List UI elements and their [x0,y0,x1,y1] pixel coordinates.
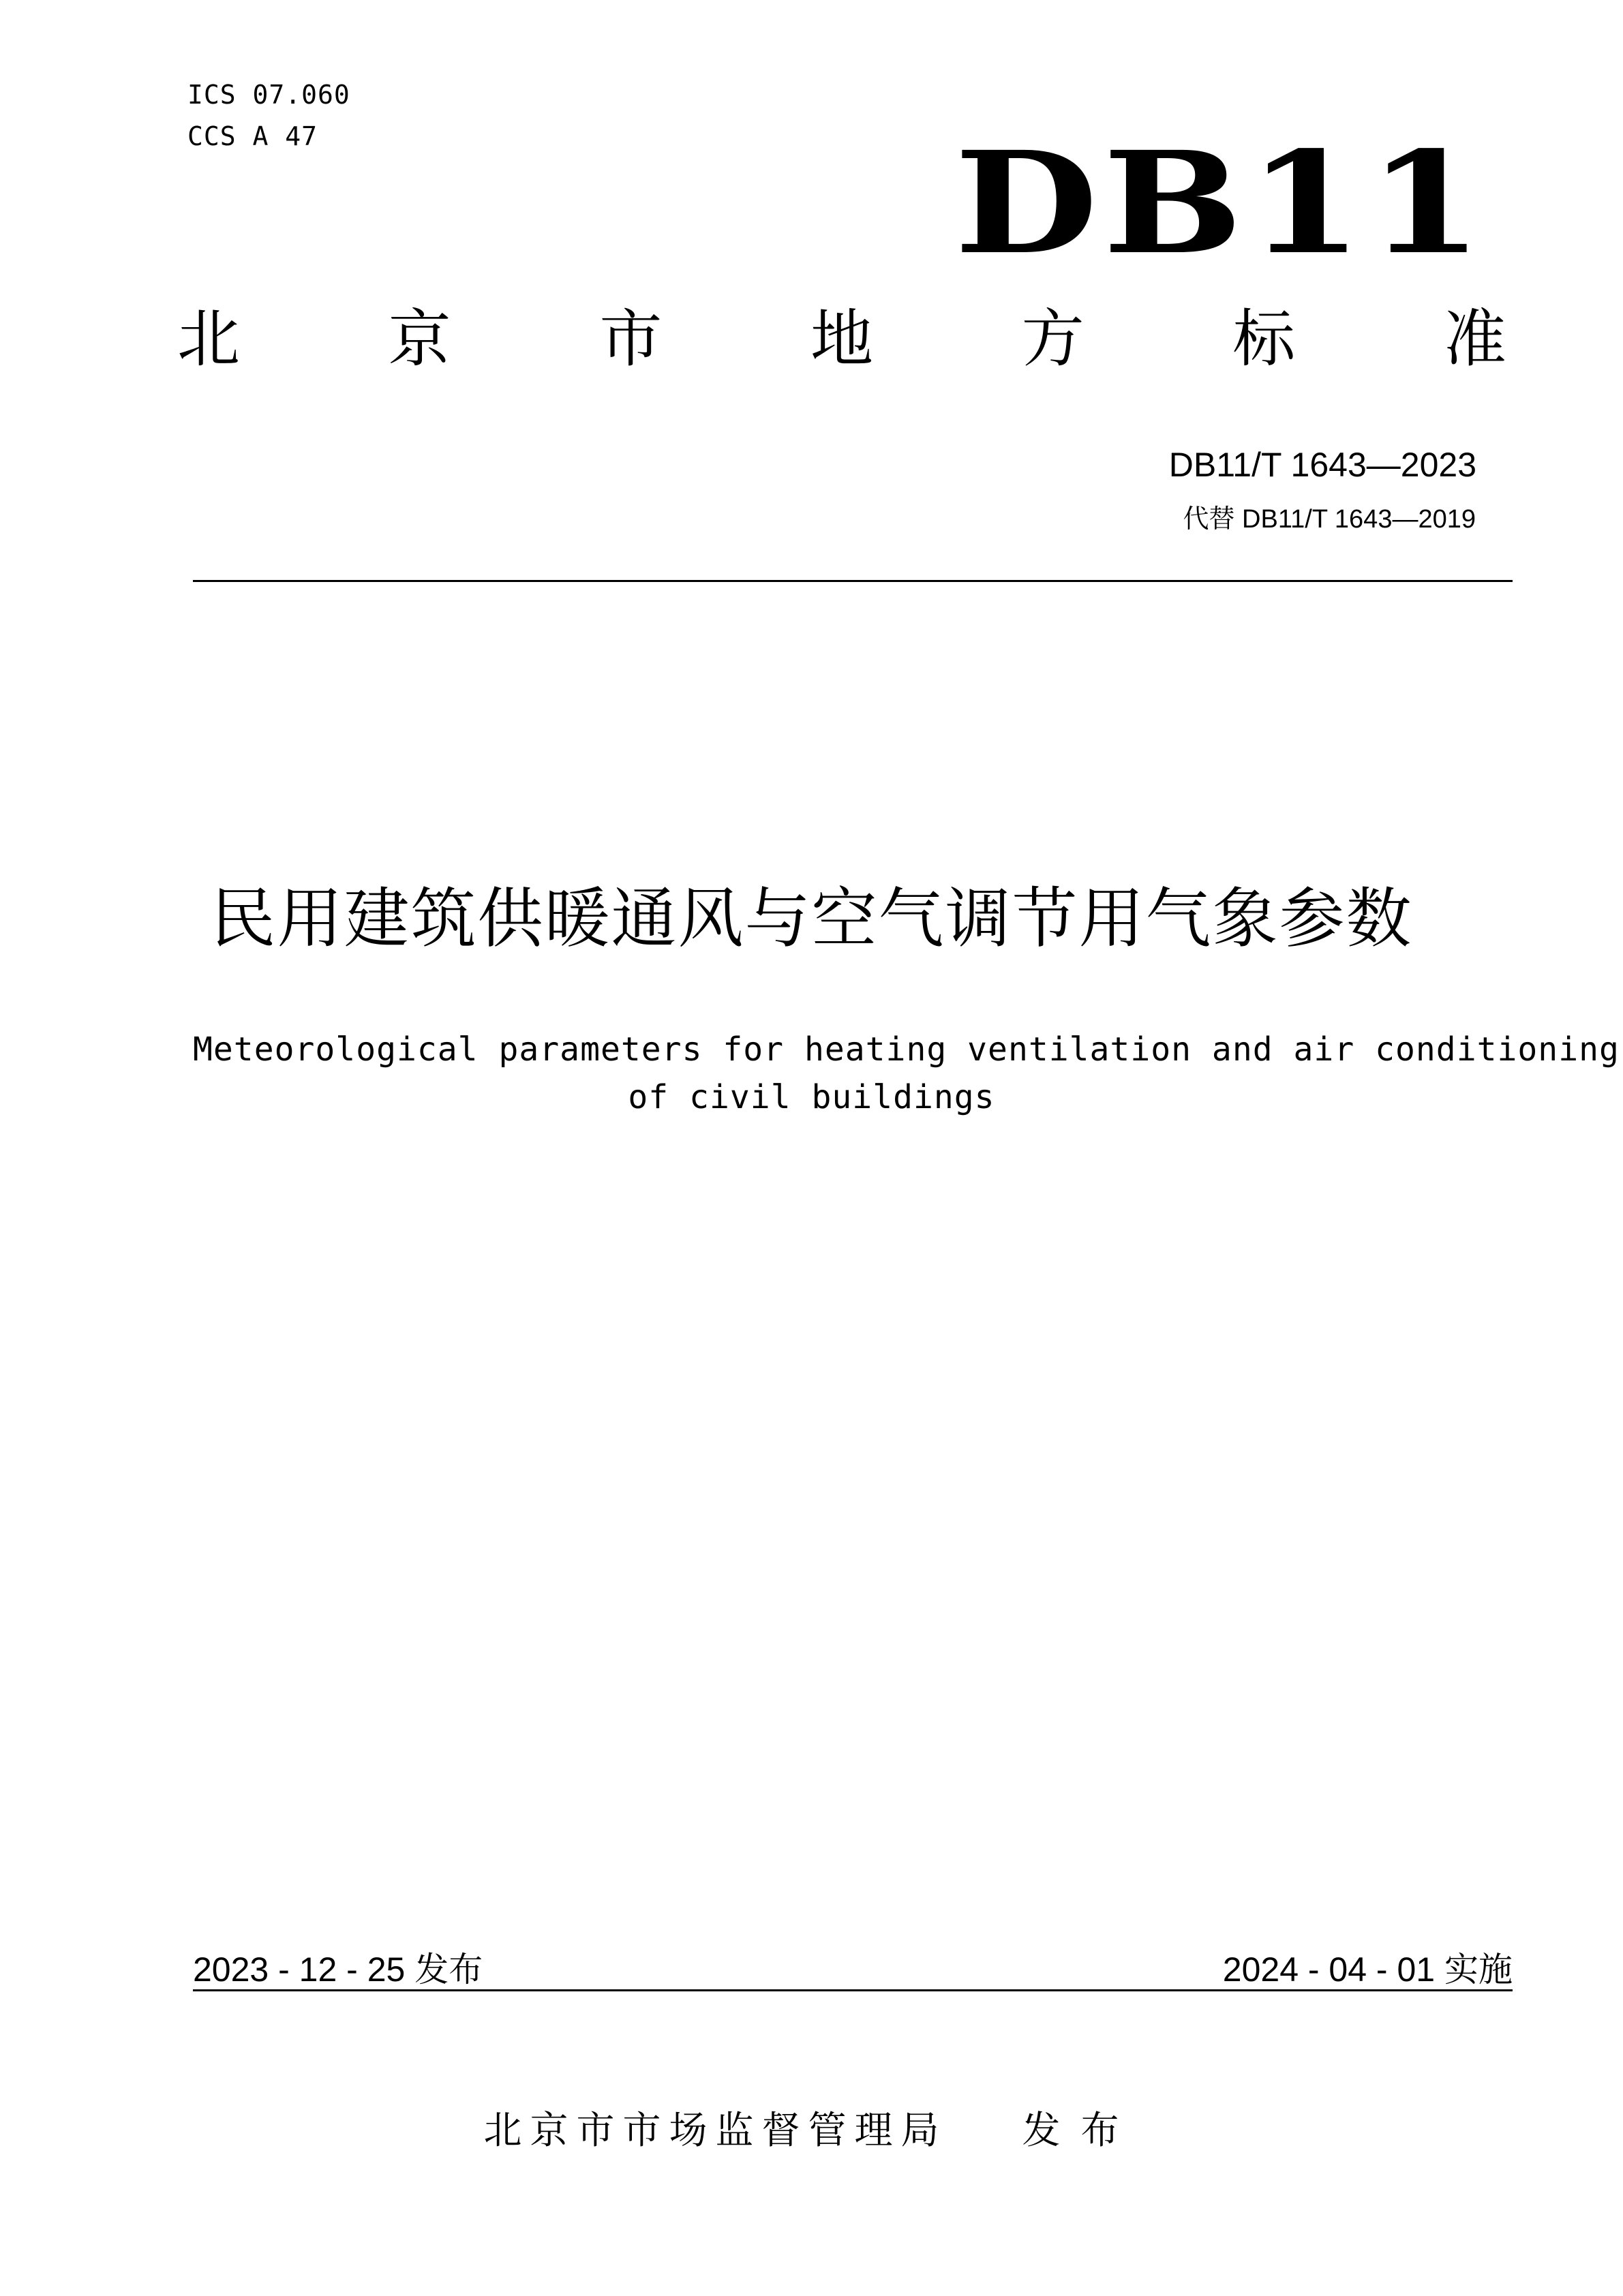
top-divider [193,580,1513,582]
bottom-divider [193,1989,1513,1991]
standard-type-char: 标 [1232,303,1296,376]
standard-number: DB11/T 1643—2023 [1168,446,1476,484]
replaced-standard: 代替 DB11/T 1643—2019 [1183,505,1476,534]
standard-type-char: 市 [599,303,663,376]
publisher-name: 北京市市场监督管理局 [483,2109,947,2153]
english-title-line-2: of civil buildings [628,1078,995,1116]
chinese-title: 民用建筑供暖通风与空气调节用气象参数 [210,881,1413,957]
ics-code: ICS 07.060 [187,80,350,110]
standard-type-char: 京 [388,303,451,376]
issue-date: 2023 - 12 - 25 发布 [193,1950,483,1989]
implementation-date: 2024 - 04 - 01 实施 [1222,1950,1513,1989]
english-title-line-1: Meteorological parameters for heating ventilation and air conditioning [193,1030,1620,1069]
standard-type-char: 北 [177,303,241,376]
ccs-code: CCS A 47 [187,121,318,151]
publisher-line [0,2100,1623,2155]
standard-type-char: 方 [1021,303,1084,376]
publisher-action: 发布 [1022,2109,1140,2153]
db11-logo: DB11 [954,121,1488,286]
standard-type-char: 准 [1443,303,1506,376]
standard-type-heading [177,303,1506,376]
standard-type-char: 地 [810,303,873,376]
